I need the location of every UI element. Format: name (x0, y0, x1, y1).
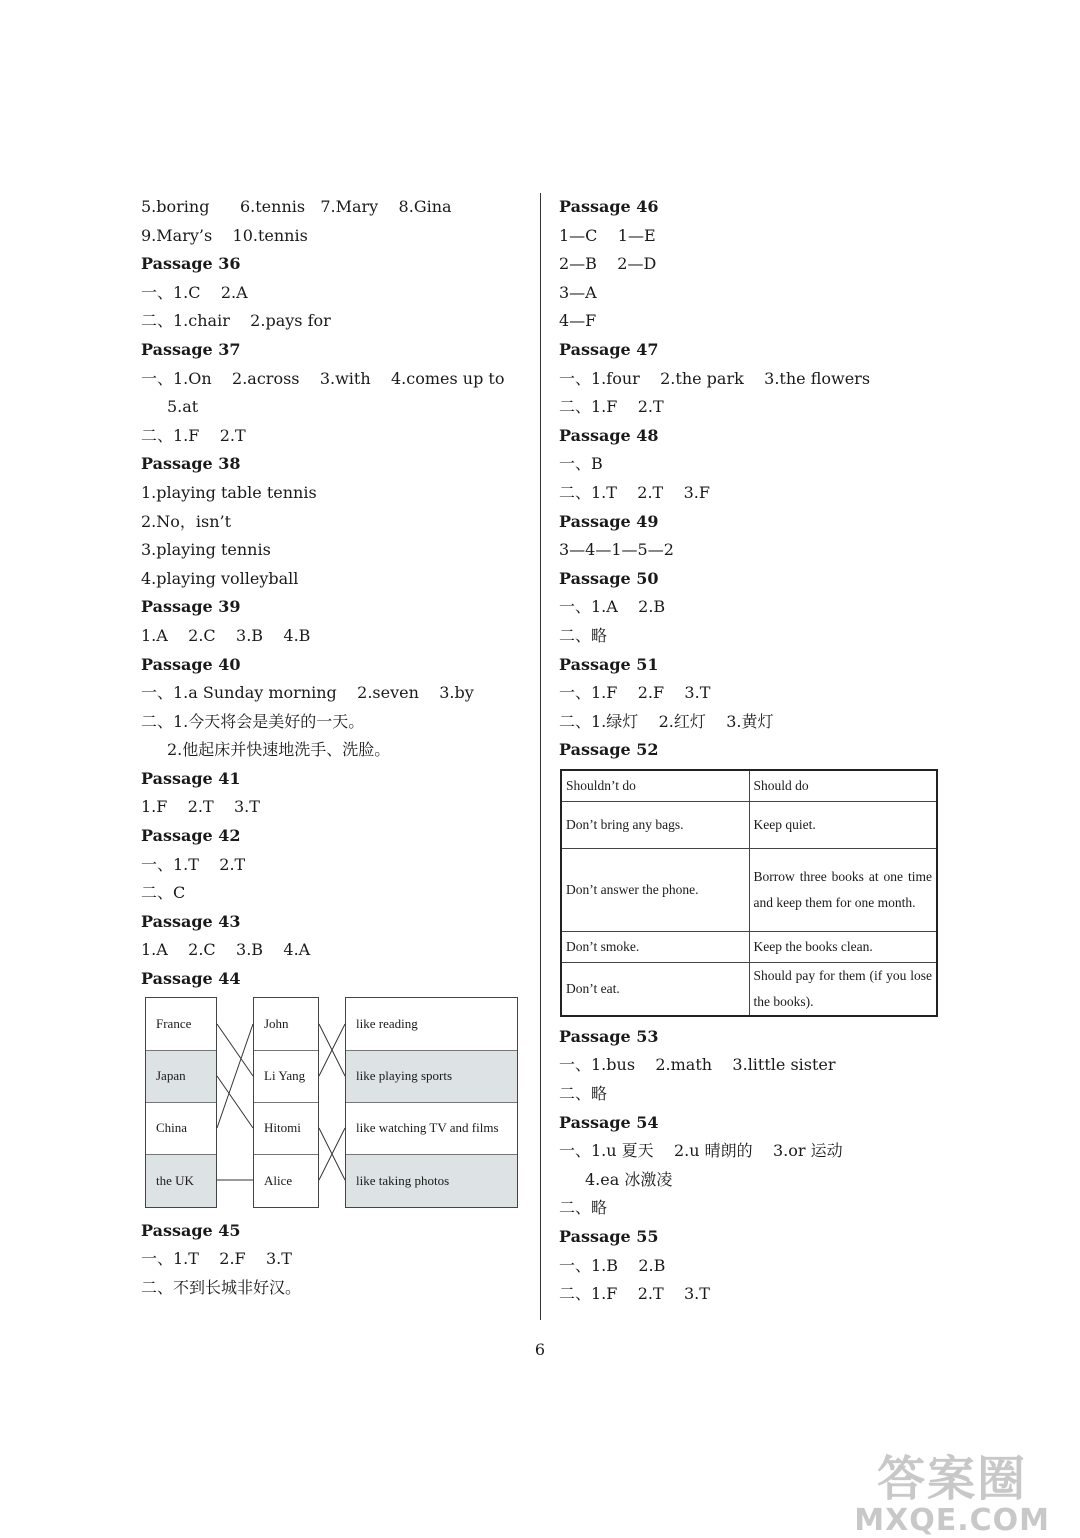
answer-line: 2.他起床并快速地洗手、洗脸。 (167, 740, 391, 760)
table-cell: Don’t answer the phone. (561, 848, 749, 931)
column-divider (540, 193, 541, 1320)
table-cell: Don’t bring any bags. (561, 801, 749, 848)
answer-line: 一、1.C 2.A (141, 282, 248, 302)
country-cell: China (146, 1103, 216, 1155)
answer-line: 9.Mary’s 10.tennis (141, 225, 308, 245)
answer-line: 二、1.F 2.T (141, 425, 246, 445)
table-cell: Should pay for them (if you lose the books). (749, 962, 937, 1016)
answer-line: 一、1.On 2.across 3.with 4.comes up to (141, 368, 505, 388)
answer-line: 二、略 (559, 625, 608, 645)
name-cell: Alice (264, 1172, 293, 1188)
table-cell: Keep the books clean. (749, 931, 937, 962)
answer-line: 4.playing volleyball (141, 568, 299, 588)
watermark-url: MXQE.COM (854, 1503, 1050, 1538)
passage-heading: Passage 55 (559, 1227, 659, 1247)
answer-line: 二、略 (559, 1198, 608, 1218)
watermark-title: 答案圈 (877, 1451, 1028, 1507)
like-cell: like playing sports (346, 1051, 517, 1103)
table-header-row (561, 770, 937, 802)
answer-line: 一、1.bus 2.math 3.little sister (559, 1055, 836, 1075)
answer-line: 1.playing table tennis (141, 482, 317, 502)
like-cell: like watching TV and films (346, 1103, 517, 1155)
table-row (561, 962, 937, 1016)
answer-line: 二、不到长城非好汉。 (141, 1277, 302, 1297)
passage-heading: Passage 51 (559, 654, 659, 674)
answer-line: 1—C 1—E (559, 225, 656, 245)
passage-heading: Passage 54 (559, 1112, 659, 1132)
answer-line: 1.A 2.C 3.B 4.B (141, 625, 311, 645)
answer-line: 4.ea 冰激凌 (585, 1169, 673, 1189)
answer-line: 二、略 (559, 1084, 608, 1104)
passage-heading: Passage 50 (559, 568, 659, 588)
answer-line: 3.playing tennis (141, 540, 271, 560)
left-column (141, 193, 526, 1302)
watermark-logo (854, 1440, 1050, 1538)
answer-line: 1.A 2.C 3.B 4.A (141, 940, 311, 960)
country-name-link (217, 1024, 253, 1076)
answer-line: 一、1.B 2.B (559, 1255, 666, 1275)
table-header: Should do (749, 770, 937, 802)
country-cell: the UK (146, 1155, 216, 1207)
like-cell: like reading (346, 998, 517, 1051)
passage-heading: Passage 37 (141, 339, 241, 359)
answer-line: 一、1.T 2.F 3.T (141, 1249, 292, 1269)
answer-line: 2.No，isn’t (141, 511, 232, 531)
name-cell: John (254, 998, 318, 1051)
passage-heading: Passage 42 (141, 826, 241, 846)
country-cell: France (146, 998, 216, 1051)
table-cell: Borrow three books at one time and keep them for one month. (749, 848, 937, 931)
passage-heading: Passage 38 (141, 454, 241, 474)
answer-line: 二、C (141, 883, 186, 903)
passage-heading: Passage 53 (559, 1026, 659, 1046)
answer-line: 二、1.绿灯 2.红灯 3.黄灯 (559, 711, 774, 731)
passage-heading: Passage 45 (141, 1220, 241, 1240)
answer-line: 一、1.u 夏天 2.u 晴朗的 3.or 运动 (559, 1141, 843, 1161)
name-cell: Hitomi (254, 1103, 318, 1155)
answer-line: 二、1.F 2.T (559, 397, 664, 417)
country-cell: Japan (146, 1051, 216, 1103)
passage-heading: Passage 44 (141, 969, 241, 989)
passage-heading: Passage 52 (559, 740, 659, 760)
table-cell: Don’t eat. (561, 962, 749, 1016)
answer-line: 4—F (559, 311, 597, 331)
table-row (561, 931, 937, 962)
passage-heading: Passage 41 (141, 768, 241, 788)
answer-line: 5.at (167, 397, 199, 417)
answer-line: 一、1.a Sunday morning 2.seven 3.by (141, 683, 474, 703)
page-number: 6 (534, 1340, 546, 1359)
library-rules-table (560, 769, 938, 1017)
like-cell: like taking photos (346, 1155, 517, 1207)
table-row (561, 801, 937, 848)
answer-line: 一、1.A 2.B (559, 597, 666, 617)
answer-line: 二、1.T 2.T 3.F (559, 482, 710, 502)
answer-line: 2—B 2—D (559, 254, 657, 274)
matching-diagram (141, 997, 521, 1213)
answer-line: 二、1.chair 2.pays for (141, 311, 331, 331)
right-column (559, 193, 944, 1309)
answer-line: 5.boring 6.tennis 7.Mary 8.Gina (141, 197, 452, 216)
passage-heading: Passage 36 (141, 254, 241, 274)
answer-line: 二、1.今天将会是美好的一天。 (141, 711, 365, 731)
answer-line: 3—4—1—5—2 (559, 540, 674, 560)
table-row (561, 848, 937, 931)
answer-line: 一、B (559, 454, 603, 474)
name-cell: Li Yang (254, 1051, 318, 1103)
answer-line: 一、1.four 2.the park 3.the flowers (559, 368, 871, 388)
passage-heading: Passage 40 (141, 654, 241, 674)
answer-line: 3—A (559, 282, 597, 302)
passage-heading: Passage 39 (141, 597, 241, 617)
passage-heading: Passage 49 (559, 511, 659, 531)
passage-heading: Passage 47 (559, 339, 659, 359)
table-header: Shouldn’t do (561, 770, 749, 802)
country-name-link (217, 1076, 253, 1128)
answer-line: 一、1.F 2.F 3.T (559, 683, 711, 703)
answer-line: 一、1.T 2.T (141, 854, 246, 874)
country-name-link (217, 1024, 253, 1128)
passage-heading: Passage 46 (559, 197, 659, 216)
answer-line: 二、1.F 2.T 3.T (559, 1284, 710, 1304)
passage-heading: Passage 43 (141, 911, 241, 931)
passage-heading: Passage 48 (559, 425, 659, 445)
table-cell: Don’t smoke. (561, 931, 749, 962)
table-cell: Keep quiet. (749, 801, 937, 848)
matching-lines (141, 997, 521, 1213)
answer-line: 1.F 2.T 3.T (141, 797, 260, 817)
